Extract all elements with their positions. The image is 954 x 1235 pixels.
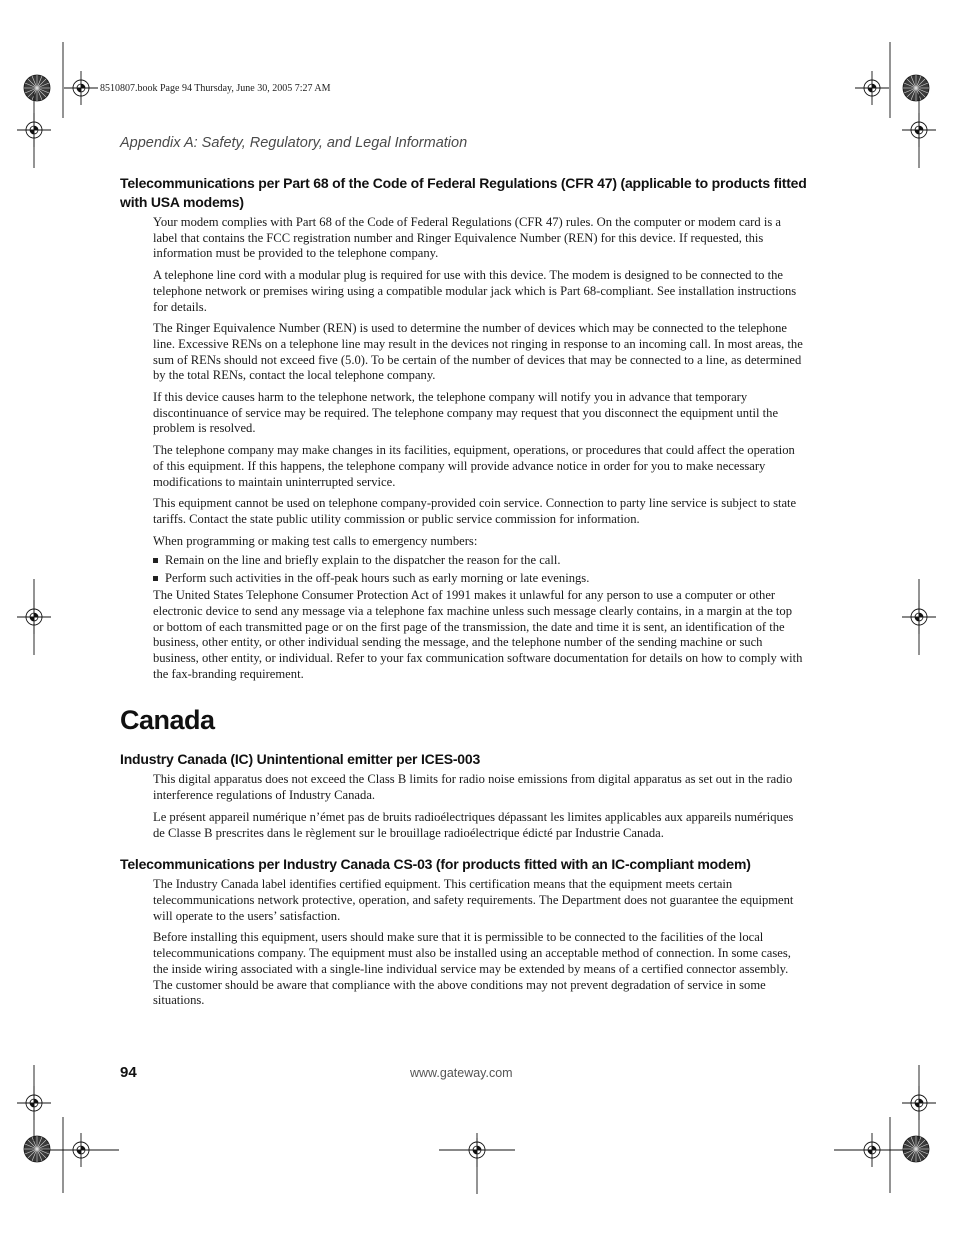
list-item-text: Remain on the line and briefly explain to the dispatcher the reason for the call.: [165, 553, 561, 568]
list-item: [153, 571, 805, 587]
paragraph: The Ringer Equivalence Number (REN) is used to determine the number of devices which may be connected to the telephone line. Excessive RENs on a telephone line may result in the devices not ringing in response to an incoming call. In most areas, the sum of RENs should not exceed five (5.0). To be certain of the number of devices that may be connected to a line, as determined by the total RENs, contact the local telephone company.: [153, 321, 803, 383]
paragraph: If this device causes harm to the telephone network, the telephone company will notify you in advance that temporary discontinuance of service may be required. The telephone company may request that you disconnect the equipment until the problem is resolved.: [153, 390, 779, 436]
list-item: [153, 553, 805, 569]
emergency-bullet-list: [153, 553, 805, 586]
paragraph: This digital apparatus does not exceed the Class B limits for radio noise emissions from digital apparatus as set out in the radio interference regulations of Industry Canada.: [153, 772, 793, 803]
paragraph: This equipment cannot be used on telephone company-provided coin service. Connection to party line service is subject to state tariffs. Contact the state public utility commission or public service commission for information.: [153, 496, 797, 526]
paragraph: Le présent appareil numérique n’émet pas de bruits radioélectriques dépassant les limites applicables aux appareils numériques de Classe B prescrites dans le règlement sur le brouillage radioélectrique édicté par Industrie Canada.: [153, 809, 794, 840]
bullet-square-icon: [153, 576, 158, 581]
paragraph: The Industry Canada label identifies certified equipment. This certification means that the equipment meets certain telecommunications network protective, operation, and safety requirements. The Department does not guarantee the equipment will operate to the users’ satisfaction.: [153, 877, 794, 923]
running-head: Appendix A: Safety, Regulatory, and Legal Information: [120, 135, 468, 151]
page-content: [120, 174, 810, 1015]
paragraph: The United States Telephone Consumer Protection Act of 1991 makes it unlawful for any person to use a computer or other electronic device to send any message via a telephone fax machine unless such message clearly contains, in a margin at the top or bottom of each transmitted page or on the first page of the transmission, the date and time it is sent, an identification of the business, other entity, or other individual sending the message, and the telephone number of the sending machine or such business, other entity, or individual. Refer to your fax communication software documentation for details on how to comply with the fax-branding requirement.: [153, 588, 803, 681]
heading-cs-03: Telecommunications per Industry Canada CS-03 (for products fitted with an IC-compliant modem): [120, 856, 751, 873]
list-item-text: Perform such activities in the off-peak hours such as early morning or late evenings.: [165, 570, 590, 585]
section-title-canada: Canada: [120, 705, 215, 736]
page-number: 94: [120, 1064, 137, 1081]
paragraph: Your modem complies with Part 68 of the Code of Federal Regulations (CFR 47) rules. On the computer or modem card is a label that contains the FCC registration number and Ringer Equivalence Number (REN) for this device. If requested, this information must be provided to the telephone company.: [153, 215, 781, 261]
heading-part-68: Telecommunications per Part 68 of the Code of Federal Regulations (CFR 47) (applicable to products fitted with USA modems): [120, 175, 807, 210]
heading-ices-003: Industry Canada (IC) Unintentional emitter per ICES-003: [120, 751, 481, 768]
bullet-square-icon: [153, 558, 158, 563]
print-slug: 8510807.book Page 94 Thursday, June 30, 2005 7:27 AM: [100, 83, 331, 94]
paragraph: A telephone line cord with a modular plug is required for use with this device. The modem is designed to be connected to the telephone network or premises wiring using a compatible modular jack which is Part 68-compliant. See installation instructions for details.: [153, 268, 797, 314]
paragraph: Before installing this equipment, users should make sure that it is permissible to be connected to the facilities of the local telecommunications company. The equipment must also be installed using an acceptable method of connection. In some cases, the inside wiring associated with a single-line individual service may be extended by means of a certified connector assembly. The customer should be aware that compliance with the above conditions may not prevent degradation of service in some situations.: [153, 930, 791, 1008]
paragraph: The telephone company may make changes in its facilities, equipment, operations, or procedures that could affect the operation of this equipment. If this happens, the telephone company will provide advance notice in order for you to make necessary modifications to maintain uninterrupted service.: [153, 443, 795, 489]
footer-url: www.gateway.com: [410, 1066, 513, 1080]
paragraph: When programming or making test calls to emergency numbers:: [153, 533, 478, 548]
